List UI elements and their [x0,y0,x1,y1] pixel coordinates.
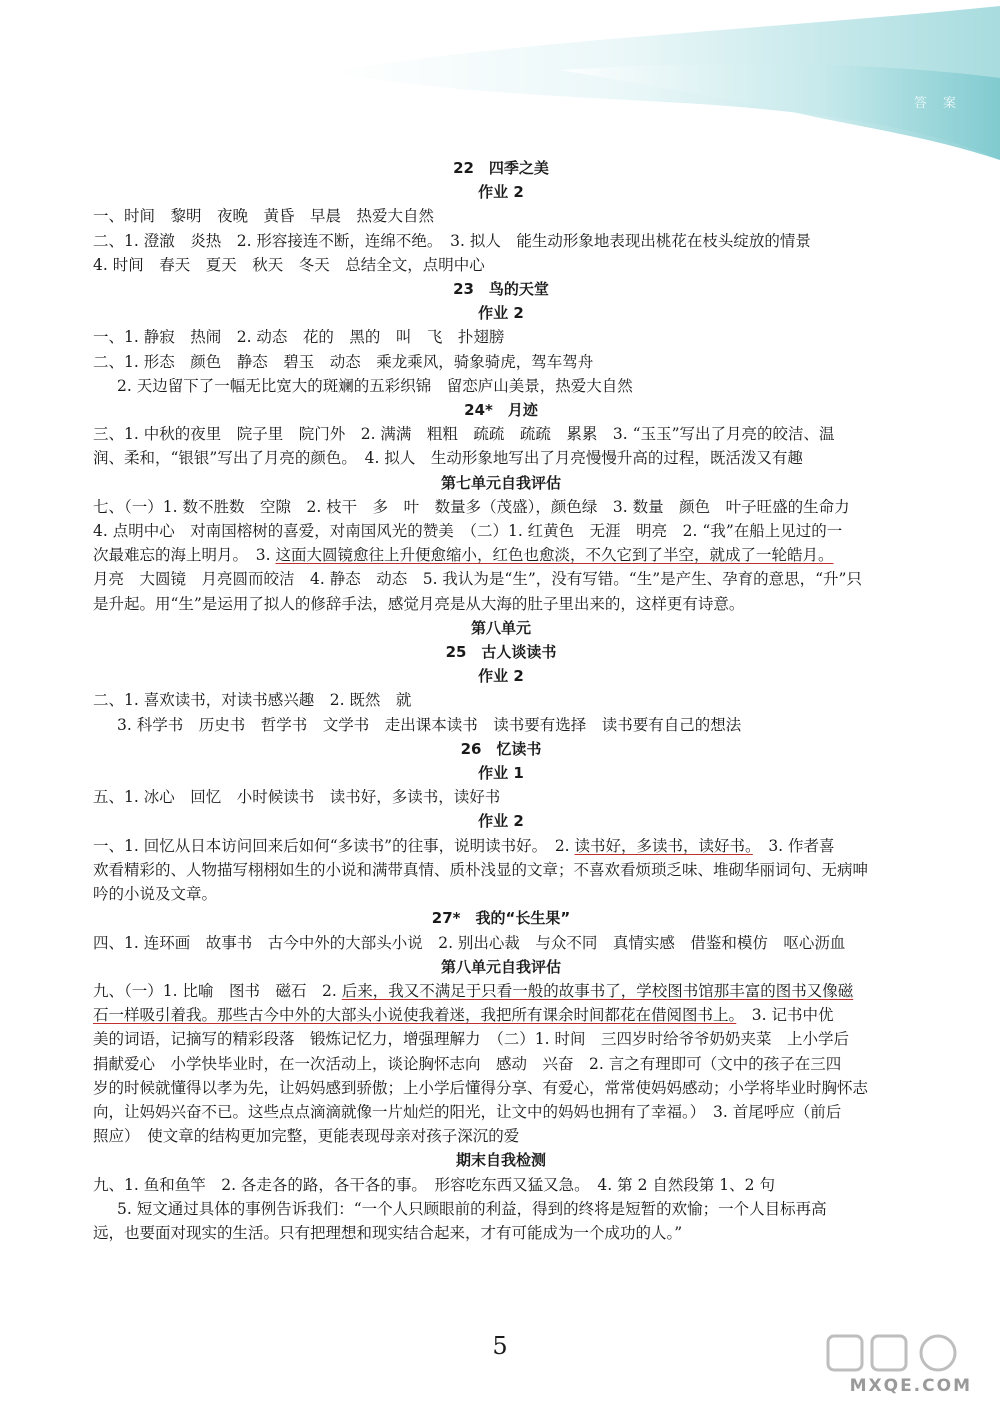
answer-text: 九、（一）1. 比喻 图书 磁石 2. [93,981,342,1000]
answer-text: 3. 作者喜 [752,836,835,855]
underlined-answer: 读书好，多读书，读好书。 [574,836,753,855]
answer-line: 九、1. 鱼和鱼竿 2. 各走各的路，各干各的事。 形容吃东西又猛又急。 4. 第 2 自然段第 1、2 句 [93,1175,775,1194]
banner-label: 答 案 [913,96,962,111]
section-title: 23 鸟的天堂 [453,280,549,299]
answer-line: 照应） 使文章的结构更加完整，更能表现母亲对孩子深沉的爱 [93,1127,520,1146]
answer-line [93,834,909,858]
answer-line [93,1003,909,1027]
answer-line: 一、1. 静寂 热闹 2. 动态 花的 黑的 叫 飞 扑翅膀 [93,328,505,347]
section-title: 27* 我的“长生果” [431,909,571,928]
underlined-answer: 石一样吸引着我。那些古今中外的大部头小说使我着迷，我把所有课余时间都花在借阅图书上。 [93,1006,737,1025]
answer-line: 七、（一）1. 数不胜数 空隙 2. 枝干 多 叶 数量多（茂盛），颜色绿 3. 数量 颜色 叶子旺盛的生命力 [93,497,850,516]
answer-line: 二、1. 喜欢读书，对读书感兴趣 2. 既然 就 [93,691,412,710]
answer-line: 润、柔和，“银银”写出了月亮的颜色。 4. 拟人 生动形象地写出了月亮慢慢升高的过程，既活泼又有趣 [93,449,803,468]
underlined-answer: 后来，我又不满足于只看一般的故事书了，学校图书馆那丰富的图书又像磁 [341,981,854,1000]
answer-text: 3. 记书中优 [736,1006,834,1025]
answer-line: 欢看精彩的、人物描写栩栩如生的小说和满带真情、质朴浅显的文章；不喜欢看烦琐乏味、堆砌华丽词句、无病呻 [93,860,869,879]
answer-line: 月亮 大圆镜 月亮圆而皎洁 4. 静态 动态 5. 我认为是“生”，没有写错。“生”是产生、孕育的意思，“升”只 [93,570,862,589]
answer-line: 美的词语，记摘写的精彩段落 锻炼记忆力，增强理解力 （二）1. 时间 三四岁时给爷爷奶奶夹菜 上小学后 [93,1030,849,1049]
answer-line: 4. 点明中心 对南国榕树的喜爱，对南国风光的赞美 （二）1. 红黄色 无涯 明亮 2. “我”在船上见过的一 [93,522,843,541]
answer-line: 二、1. 澄澈 炎热 2. 形容接连不断，连绵不绝。 3. 拟人 能生动形象地表现出桃花在枝头绽放的情景 [93,231,811,250]
answer-line: 远，也要面对现实的生活。只有把理想和现实结合起来，才有可能成为一个成功的人。” [93,1223,683,1242]
answer-line: 向，让妈妈兴奋不已。这些点点滴滴就像一片灿烂的阳光，让文中的妈妈也拥有了幸福。） 3. 首尾呼应（前后 [93,1102,842,1121]
header-banner [0,0,1000,170]
answer-line: 捐献爱心 小学快毕业时，在一次活动上，谈论胸怀志向 感动 兴奋 2. 言之有理即可（文中的孩子在三四 [93,1054,842,1073]
page-number: 5 [492,1332,508,1360]
answer-line: 四、1. 连环画 故事书 古今中外的大部头小说 2. 别出心裁 与众不同 真情实感 借鉴和模仿 呕心沥血 [93,933,846,952]
section-title: 22 四季之美 [453,159,549,177]
answer-line: 2. 天边留下了一幅无比宽大的斑斓的五彩织锦 留恋庐山美景，热爱大自然 [117,376,633,395]
answer-line: 一、时间 黎明 夜晚 黄昏 早晨 热爱大自然 [93,207,435,226]
section-title: 期末自我检测 [455,1151,546,1170]
answer-text: 一、1. 回忆从日本访问回来后如何“多读书”的往事，说明读书好。 2. [93,836,575,855]
answer-line [93,979,909,1003]
answer-line [93,543,909,567]
answer-line: 岁的时候就懂得以孝为先，让妈妈感到骄傲；上小学后懂得分享、有爱心，常常使妈妈感动；小学将毕业时胸怀志 [93,1078,869,1097]
section-title: 作业 2 [478,667,524,686]
answer-line: 3. 科学书 历史书 哲学书 文学书 走出课本读书 读书要有选择 读书要有自己的想法 [117,715,742,734]
section-title: 26 忆读书 [460,739,542,758]
answer-content [93,156,909,1245]
section-title: 24* 月迹 [464,401,538,420]
answer-line: 是升起。用“生”是运用了拟人的修辞手法，感觉月亮是从大海的肚子里出来的，这样更有诗意。 [93,594,745,613]
section-title: 第八单元自我评估 [440,957,561,976]
answer-line: 吟的小说及文章。 [93,885,218,904]
section-title: 作业 2 [478,183,524,202]
answer-line: 二、1. 形态 颜色 静态 碧玉 动态 乘龙乘风，骑象骑虎，驾车驾舟 [93,352,594,371]
answer-text: 次最难忘的海上明月。 3. [93,546,276,565]
underlined-answer: 这面大圆镜愈往上升便愈缩小，红色也愈淡，不久它到了半空，就成了一轮皓月。 [275,546,834,565]
watermark-text: MXQE.COM [849,1376,972,1396]
section-title: 第八单元 [470,618,531,637]
section-title: 作业 2 [478,304,524,323]
section-title: 第七单元自我评估 [440,473,561,492]
section-title: 作业 2 [478,812,524,831]
answer-line: 五、1. 冰心 回忆 小时候读书 读书好，多读书，读好书 [93,788,501,807]
section-title: 25 古人谈读书 [445,643,557,662]
answer-line: 5. 短文通过具体的事例告诉我们：“一个人只顾眼前的利益，得到的终将是短暂的欢愉；一个人目标再高 [117,1199,827,1218]
section-title: 作业 1 [478,764,524,783]
answer-line: 三、1. 中秋的夜里 院子里 院门外 2. 满满 粗粗 疏疏 疏疏 累累 3. “玉玉”写出了月亮的皎洁、温 [93,425,835,444]
answer-line: 4. 时间 春天 夏天 秋天 冬天 总结全文，点明中心 [93,255,485,274]
